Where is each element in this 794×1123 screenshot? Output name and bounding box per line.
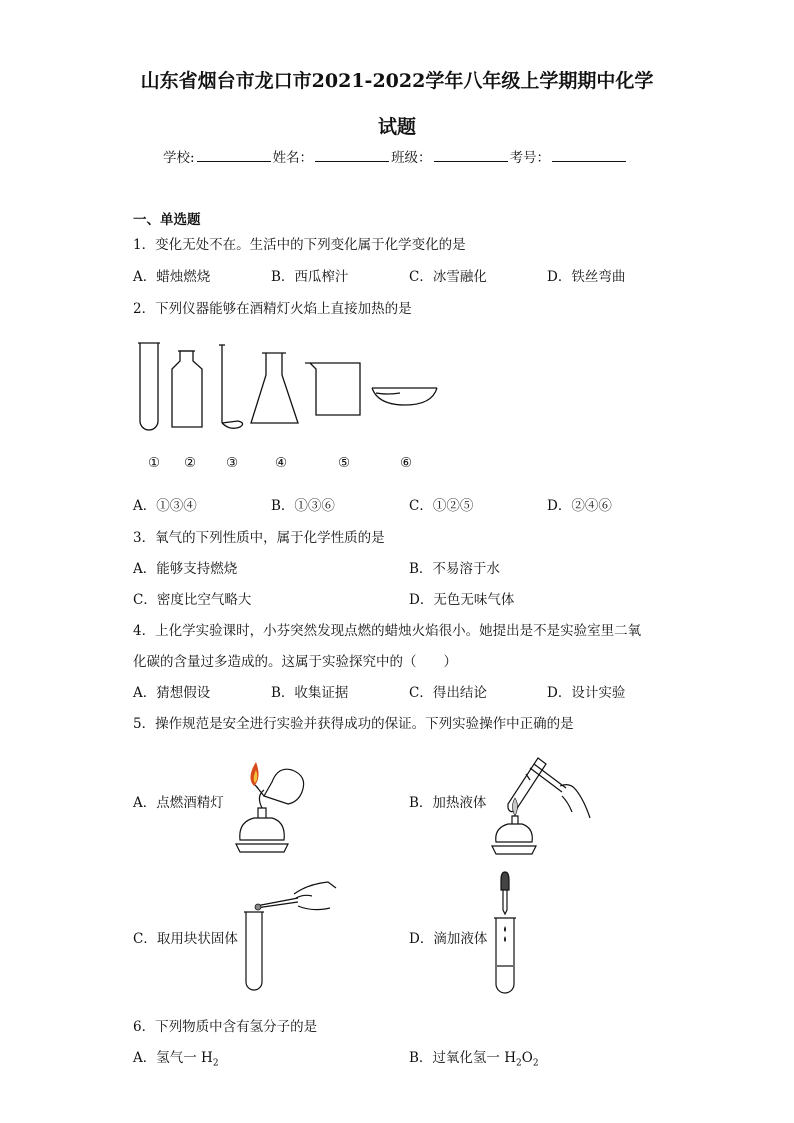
q3-option-b: B．不易溶于水	[409, 561, 500, 577]
q1-stem: 1．变化无处不在。生活中的下列变化属于化学变化的是	[133, 237, 466, 253]
q3-stem: 3．氧气的下列性质中，属于化学性质的是	[133, 530, 385, 546]
q1-option-d: D．铁丝弯曲	[547, 269, 626, 285]
q4-option-d: D．设计实验	[547, 685, 626, 701]
q3-option-d: D．无色无味气体	[409, 592, 515, 608]
q6-option-a: A．氢气一 $H_2$	[133, 1050, 219, 1069]
student-info-row	[163, 146, 628, 166]
q1-option-a: A．蜡烛燃烧	[133, 269, 211, 285]
section-heading: 一、单选题	[133, 212, 201, 228]
q1-option-b: B．西瓜榨汁	[271, 269, 349, 285]
q4-stem-line1: 4．上化学实验课时，小芬突然发现点燃的蜡烛火焰很小。她提出是不是实验室里二氧	[133, 623, 642, 639]
evaporating-dish-icon	[372, 388, 437, 405]
heating-liquid-figure	[486, 752, 592, 860]
q2-option-c: C．①②⑤	[409, 498, 474, 514]
name-label: 姓名：	[272, 150, 314, 166]
figure-label-5: ⑤	[338, 455, 351, 471]
combustion-spoon-icon	[219, 345, 243, 428]
dropping-liquid-figure	[490, 870, 526, 998]
beaker-icon	[305, 363, 360, 415]
figure-label-3: ③	[226, 455, 239, 471]
q3-option-c: C．密度比空气略大	[133, 592, 252, 608]
class-blank	[434, 149, 508, 162]
q4-option-c: C．得出结论	[409, 685, 487, 701]
q4-option-b: B．收集证据	[271, 685, 349, 701]
q5-stem: 5．操作规范是安全进行实验并获得成功的保证。下列实验操作中正确的是	[133, 716, 574, 732]
lighting-alcohol-lamp-figure	[228, 752, 312, 864]
reagent-bottle-icon	[172, 351, 202, 427]
school-label: 学校:	[163, 150, 195, 166]
exam-number-blank	[552, 149, 626, 162]
exam-title-line2: 试题	[377, 116, 416, 138]
school-blank	[197, 149, 271, 162]
test-tube-icon	[138, 343, 160, 430]
q2-option-d: D．②④⑥	[547, 498, 612, 514]
exam-title-line1: 山东省烟台市龙口市2021-2022学年八年级上学期期中化学	[140, 70, 654, 92]
taking-lump-solid-figure	[238, 878, 338, 994]
class-label: 班级：	[391, 150, 432, 166]
q5-option-c: C．取用块状固体	[133, 931, 238, 947]
figure-label-6: ⑥	[400, 455, 413, 471]
lab-apparatus-figure	[130, 335, 450, 440]
figure-label-2: ②	[184, 455, 197, 471]
q1-option-c: C．冰雪融化	[409, 269, 487, 285]
q2-option-b: B．①③⑥	[271, 498, 335, 514]
q4-option-a: A．猜想假设	[133, 685, 211, 701]
q2-option-a: A．①③④	[133, 498, 197, 514]
exam-number-label: 考号：	[509, 150, 551, 166]
q6-option-b: B．过氧化氢一 $H_2O_2$	[409, 1050, 539, 1069]
conical-flask-icon	[251, 353, 298, 423]
q4-stem-line2: 化碳的含量过多造成的。这属于实验探究中的（ ）	[133, 654, 457, 670]
q6-stem: 6．下列物质中含有氢分子的是	[133, 1019, 318, 1035]
q2-stem: 2．下列仪器能够在酒精灯火焰上直接加热的是	[133, 301, 412, 317]
q5-option-b: B．加热液体	[409, 795, 487, 811]
q5-option-d: D．滴加液体	[409, 931, 488, 947]
q3-option-a: A．能够支持燃烧	[133, 561, 238, 577]
q5-option-a: A．点燃酒精灯	[133, 795, 224, 811]
name-blank	[315, 149, 389, 162]
figure-label-1: ①	[148, 455, 161, 471]
figure-label-4: ④	[275, 455, 288, 471]
